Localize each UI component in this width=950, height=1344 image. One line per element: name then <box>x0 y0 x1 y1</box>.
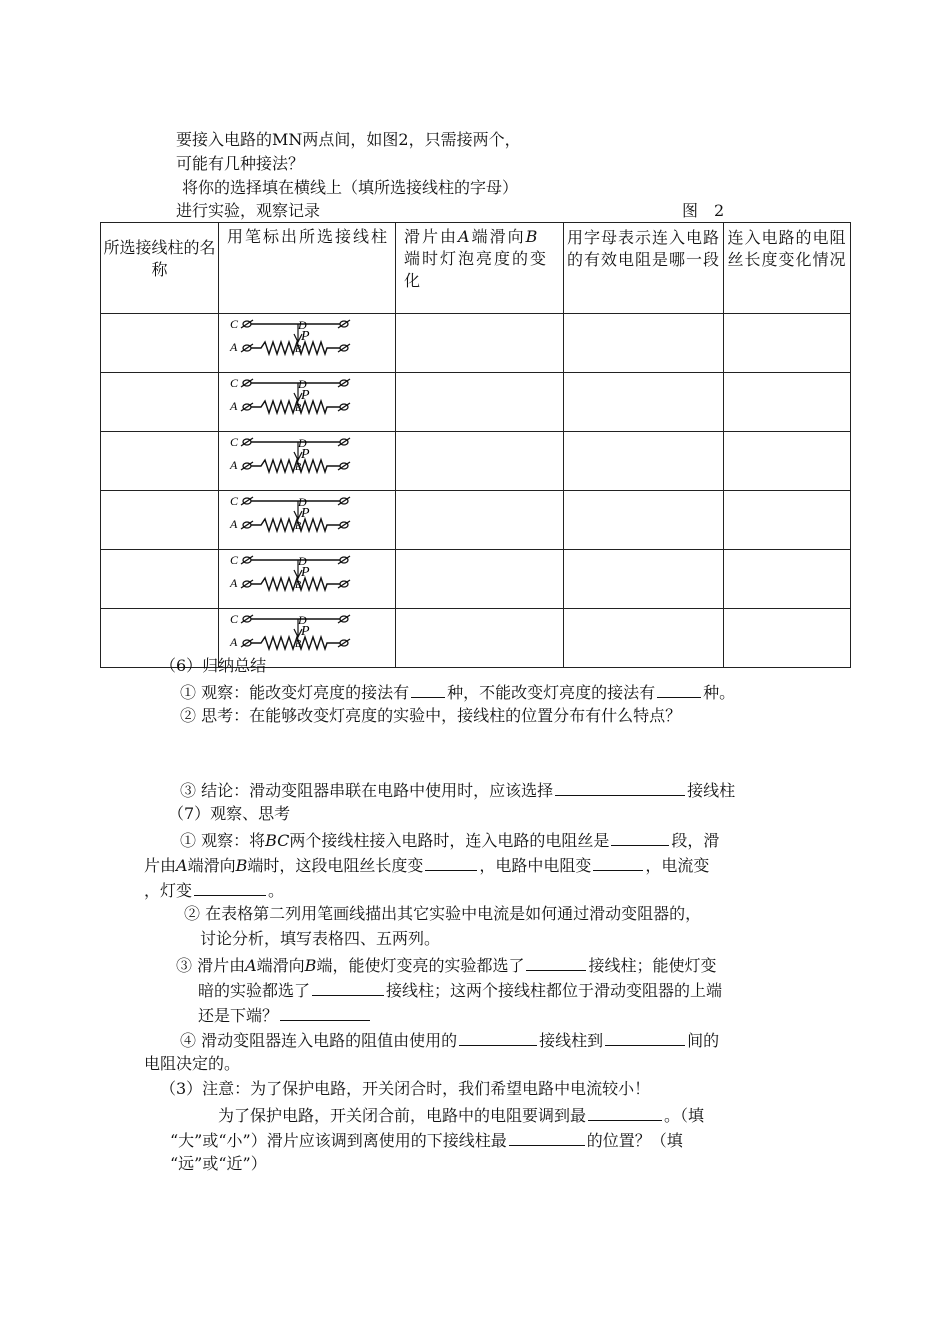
cell-terminal-name[interactable] <box>101 432 219 491</box>
cell-terminal-name[interactable] <box>101 550 219 609</box>
cell-brightness-change[interactable] <box>396 373 564 432</box>
cell-length-change[interactable] <box>724 373 851 432</box>
blank-changeable-count[interactable] <box>411 681 445 698</box>
cell-terminal-name[interactable] <box>101 491 219 550</box>
section-3-title: （3）注意：为了保护电路，开关闭合时，我们希望电路中电流较小！ <box>160 1079 651 1098</box>
cell-rheostat-diagram[interactable] <box>219 550 396 609</box>
header-effective-resistance: 用字母表示连入电路的有效电阻是哪一段 <box>564 223 724 314</box>
section-6-title: （6）归纳总结 <box>160 656 267 675</box>
table-header-row <box>101 223 851 314</box>
rheostat-diagram <box>227 552 357 602</box>
label-c: C <box>230 435 239 449</box>
cell-effective-resistance[interactable] <box>564 609 724 668</box>
label-d: D <box>298 318 307 332</box>
cell-rheostat-diagram[interactable] <box>219 491 396 550</box>
s7-point-3a: ③ 滑片由A端滑向B端，能使灯变亮的实验都选了 接线柱；能使灯变 <box>176 956 717 975</box>
intro-line-1: 要接入电路的MN两点间，如图2，只需接两个， <box>176 130 521 149</box>
label-p: P <box>301 329 310 344</box>
rheostat-diagram <box>227 611 357 661</box>
label-b: B <box>295 403 302 414</box>
label-a: A <box>230 458 238 472</box>
table-row <box>101 491 851 550</box>
header-mark-terminal: 用笔标出所选接线柱 <box>219 223 396 314</box>
label-d: D <box>298 554 307 568</box>
cell-length-change[interactable] <box>724 314 851 373</box>
s3-line-2: “大”或“小”）滑片应该调到离使用的下接线柱最 的位置？（填 <box>170 1131 683 1150</box>
blank-length-change[interactable] <box>425 854 477 871</box>
label-b: B <box>295 580 302 591</box>
blank-unchangeable-count[interactable] <box>657 681 701 698</box>
label-a: A <box>230 517 238 531</box>
label-d: D <box>298 613 307 627</box>
blank-resistance-change[interactable] <box>593 854 643 871</box>
s6-think: ② 思考：在能够改变灯亮度的实验中，接线柱的位置分布有什么特点？ <box>180 706 682 725</box>
intro-line-4: 进行实验，观察记录 <box>176 201 321 220</box>
record-table <box>100 222 851 668</box>
label-b: B <box>295 344 302 355</box>
cell-length-change[interactable] <box>724 550 851 609</box>
blank-upper-or-lower[interactable] <box>280 1004 370 1021</box>
cell-rheostat-diagram[interactable] <box>219 373 396 432</box>
cell-effective-resistance[interactable] <box>564 314 724 373</box>
s7-point-3c: 还是下端？ <box>198 1004 372 1026</box>
s3-line-1: 为了保护电路，开关闭合前，电路中的电阻要调到最 。（填 <box>218 1106 705 1125</box>
label-c: C <box>230 376 239 390</box>
rheostat-diagram <box>227 493 357 543</box>
header-length-change: 连入电路的电阻丝长度变化情况 <box>724 223 851 314</box>
table-row <box>101 432 851 491</box>
intro-line-2: 可能有几种接法？ <box>176 154 305 173</box>
label-c: C <box>230 612 239 626</box>
label-d: D <box>298 436 307 450</box>
label-c: C <box>230 494 239 508</box>
s7-point-4a: ④ 滑动变阻器连入电路的阻值由使用的 接线柱到 间的 <box>180 1031 720 1050</box>
s7-point-4b: 电阻决定的。 <box>144 1054 241 1073</box>
label-b: B <box>295 462 302 473</box>
cell-brightness-change[interactable] <box>396 314 564 373</box>
label-a: A <box>230 399 238 413</box>
table-row <box>101 314 851 373</box>
figure-label: 图 2 <box>682 201 725 220</box>
label-p: P <box>301 388 310 403</box>
cell-length-change[interactable] <box>724 491 851 550</box>
blank-to-position[interactable] <box>605 1029 685 1046</box>
cell-effective-resistance[interactable] <box>564 491 724 550</box>
cell-effective-resistance[interactable] <box>564 432 724 491</box>
s7-point-2b: 讨论分析，填写表格四、五两列。 <box>200 929 441 948</box>
s6-conclusion: ③ 结论：滑动变阻器串联在电路中使用时，应该选择 接线柱 <box>180 781 736 800</box>
blank-far-near[interactable] <box>509 1129 585 1146</box>
header-brightness-change: 滑片由A端滑向B端时灯泡亮度的变化 <box>396 223 564 314</box>
blank-terminal-choice[interactable] <box>555 779 685 796</box>
cell-terminal-name[interactable] <box>101 314 219 373</box>
blank-brighter-terminal[interactable] <box>526 954 586 971</box>
cell-brightness-change[interactable] <box>396 550 564 609</box>
header-terminal-name: 所选接线柱的名称 <box>101 223 219 314</box>
label-d: D <box>298 495 307 509</box>
cell-brightness-change[interactable] <box>396 432 564 491</box>
table-row <box>101 373 851 432</box>
s7-point-3b: 暗的实验都选了 接线柱；这两个接线柱都位于滑动变阻器的上端 <box>198 981 723 1000</box>
cell-brightness-change[interactable] <box>396 609 564 668</box>
label-b: B <box>295 639 302 650</box>
s3-line-3: “远”或“近”） <box>170 1154 267 1173</box>
blank-max-min[interactable] <box>588 1104 662 1121</box>
label-p: P <box>301 624 310 639</box>
blank-used-terminal[interactable] <box>459 1029 537 1046</box>
blank-lamp-change[interactable] <box>194 879 266 896</box>
cell-terminal-name[interactable] <box>101 373 219 432</box>
rheostat-diagram <box>227 434 357 484</box>
s7-point-2a: ② 在表格第二列用笔画线描出其它实验中电流是如何通过滑动变阻器的， <box>184 904 702 923</box>
label-p: P <box>301 565 310 580</box>
label-a: A <box>230 635 238 649</box>
rheostat-diagram <box>227 316 357 366</box>
cell-effective-resistance[interactable] <box>564 373 724 432</box>
table-row <box>101 550 851 609</box>
s7-observe-1: ① 观察：将BC两个接线柱接入电路时，连入电路的电阻丝是 段，滑 <box>180 831 720 850</box>
s7-observe-3: ，灯变 。 <box>144 881 285 900</box>
label-a: A <box>230 340 238 354</box>
s6-observe: ① 观察：能改变灯亮度的接法有 种，不能改变灯亮度的接法有 种。 <box>180 683 736 702</box>
label-b: B <box>295 521 302 532</box>
label-c: C <box>230 317 239 331</box>
label-a: A <box>230 576 238 590</box>
s7-observe-2: 片由A端滑向B端时，这段电阻丝长度变 ，电路中电阻变 ，电流变 <box>144 856 710 875</box>
blank-dimmer-terminal[interactable] <box>312 979 384 996</box>
section-7-title: （7）观察、思考 <box>168 804 291 823</box>
label-p: P <box>301 447 310 462</box>
label-p: P <box>301 506 310 521</box>
cell-length-change[interactable] <box>724 432 851 491</box>
cell-length-change[interactable] <box>724 609 851 668</box>
cell-rheostat-diagram[interactable] <box>219 314 396 373</box>
label-c: C <box>230 553 239 567</box>
cell-effective-resistance[interactable] <box>564 550 724 609</box>
blank-segment[interactable] <box>611 829 669 846</box>
label-d: D <box>298 377 307 391</box>
cell-rheostat-diagram[interactable] <box>219 432 396 491</box>
rheostat-diagram <box>227 375 357 425</box>
intro-line-3: 将你的选择填在横线上（填所选接线柱的字母） <box>182 178 519 197</box>
cell-brightness-change[interactable] <box>396 491 564 550</box>
